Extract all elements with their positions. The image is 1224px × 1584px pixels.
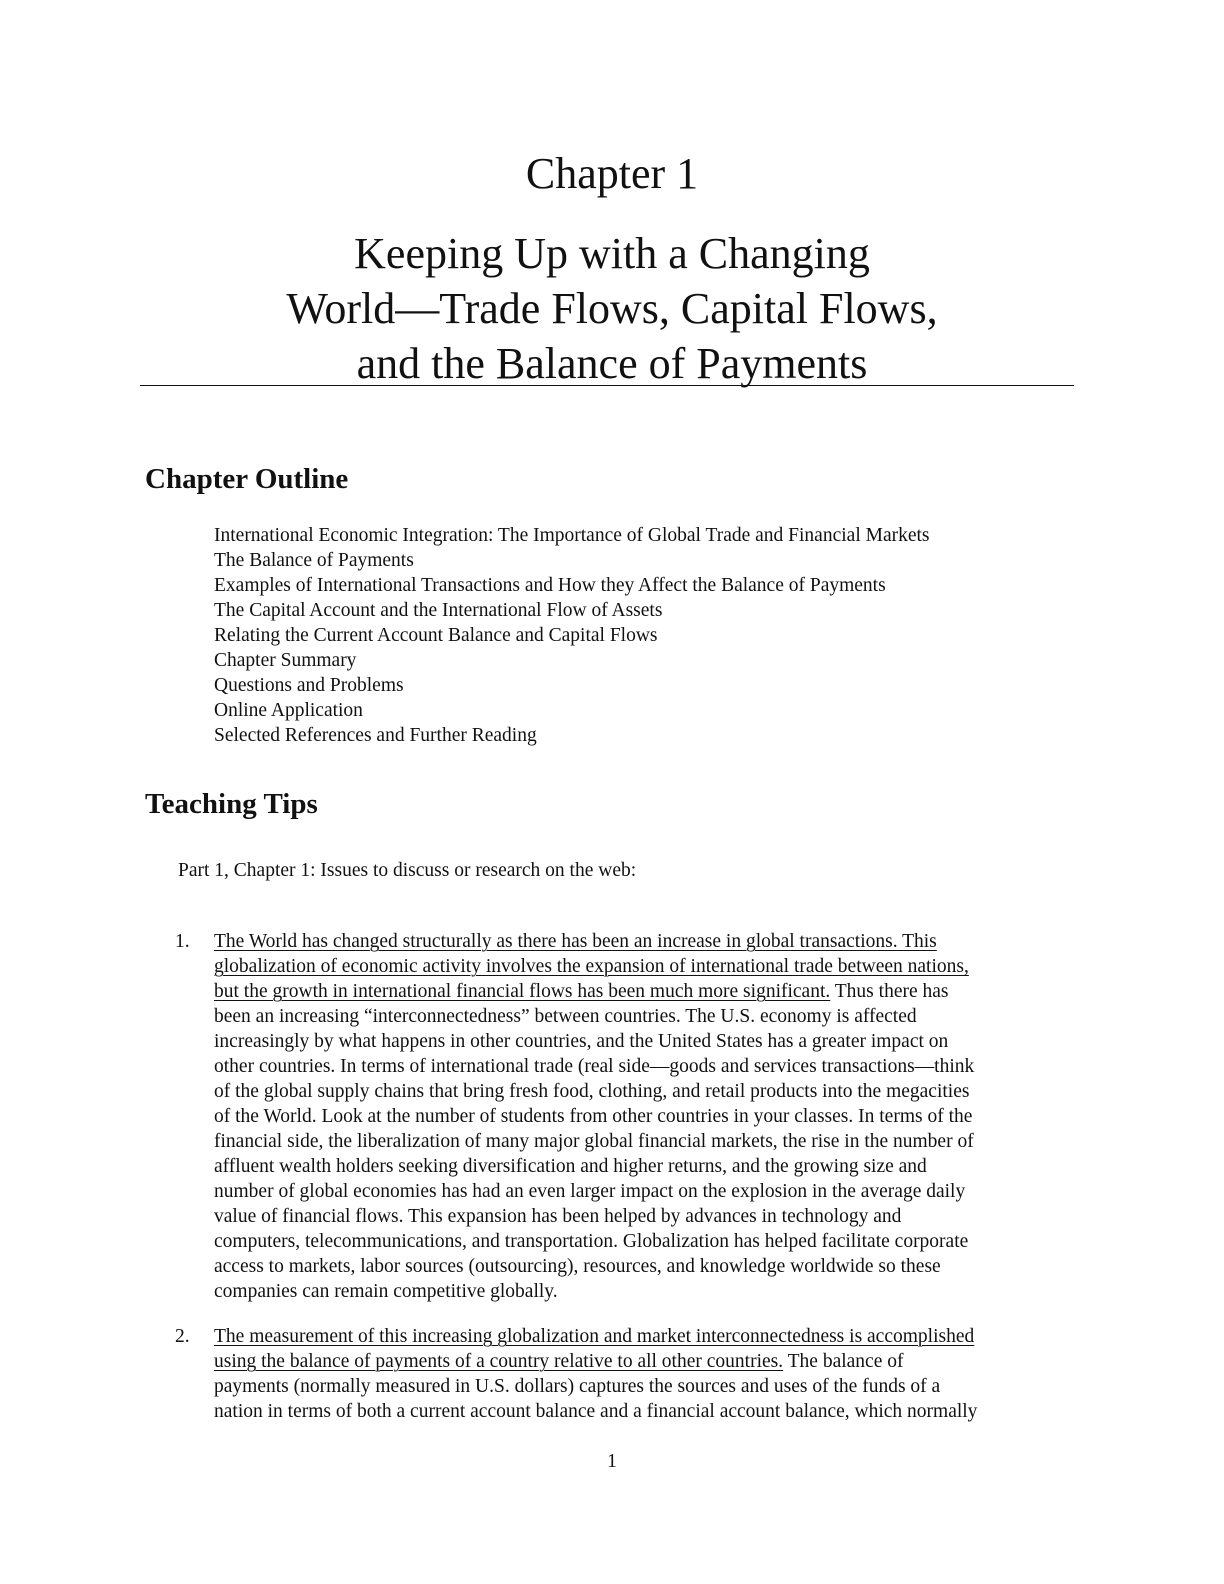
tip-text: companies can remain competitive globally.	[214, 1281, 558, 1302]
tip-number: 2.	[175, 1326, 190, 1347]
tip-line	[214, 1279, 1068, 1304]
tip-text: value of financial flows. This expansion has been helped by advances in technology and	[214, 1206, 902, 1227]
tip-text: financial side, the liberalization of many major global financial markets, the rise in the number of	[214, 1131, 974, 1152]
tip-line	[214, 1349, 1068, 1374]
tip-line	[214, 1179, 1068, 1204]
tip-line	[214, 1079, 1068, 1104]
tip-text: other countries. In terms of international trade (real side—goods and services transactions—think	[214, 1056, 975, 1077]
tip-body	[214, 1324, 1068, 1424]
chapter-title	[0, 226, 1224, 391]
tip-text: of the World. Look at the number of students from other countries in your classes. In terms of the	[214, 1106, 973, 1127]
tip-text: The balance of	[783, 1351, 904, 1372]
tip-text: computers, telecommunications, and transportation. Globalization has helped facilitate corporate	[214, 1231, 969, 1252]
outline-item: The Balance of Payments	[214, 550, 414, 571]
tip-text: Thus there has	[830, 981, 949, 1002]
outline-item: Online Application	[214, 700, 363, 721]
teaching-tips-heading: Teaching Tips	[145, 788, 318, 820]
chapter-outline-heading: Chapter Outline	[145, 463, 349, 495]
tip-underlined-text: but the growth in international financial flows has been much more significant.	[214, 981, 831, 1002]
outline-item: Chapter Summary	[214, 650, 357, 671]
tip-text: affluent wealth holders seeking diversification and higher returns, and the growing size and	[214, 1156, 927, 1177]
outline-item: Selected References and Further Reading	[214, 725, 537, 746]
tip-text: access to markets, labor sources (outsourcing), resources, and knowledge worldwide so these	[214, 1256, 941, 1277]
tip-text: increasingly by what happens in other countries, and the United States has a greater impact on	[214, 1031, 949, 1052]
outline-item: Examples of International Transactions and How they Affect the Balance of Payments	[214, 575, 886, 596]
tip-number: 1.	[175, 931, 190, 952]
tip-line	[214, 1254, 1068, 1279]
tip-underlined-text: The World has changed structurally as there has been an increase in global transactions. This	[214, 931, 937, 952]
tip-line	[214, 929, 1068, 954]
outline-item: The Capital Account and the International Flow of Assets	[214, 600, 663, 621]
tip-line	[214, 1324, 1068, 1349]
tip-line	[214, 1004, 1068, 1029]
tip-line	[214, 1104, 1068, 1129]
tip-line	[214, 1374, 1068, 1399]
tip-body	[214, 929, 1068, 1304]
tip-line	[214, 1054, 1068, 1079]
tip-underlined-text: using the balance of payments of a country relative to all other countries.	[214, 1351, 784, 1372]
outline-item: International Economic Integration: The Importance of Global Trade and Financial Markets	[214, 525, 930, 546]
chapter-title-line: and the Balance of Payments	[356, 339, 868, 388]
outline-item: Relating the Current Account Balance and Capital Flows	[214, 625, 658, 646]
tip-line	[214, 1204, 1068, 1229]
outline-item: Questions and Problems	[214, 675, 404, 696]
tip-line	[214, 979, 1068, 1004]
tip-line	[214, 1229, 1068, 1254]
page-number: 1	[607, 1451, 617, 1472]
tip-line	[214, 1029, 1068, 1054]
tip-text: payments (normally measured in U.S. dollars) captures the sources and uses of the funds of a	[214, 1376, 941, 1397]
tip-underlined-text: The measurement of this increasing globalization and market interconnectedness is accomplished	[214, 1326, 975, 1347]
tip-line	[214, 954, 1068, 979]
chapter-number: Chapter 1	[525, 149, 699, 198]
chapter-outline-list	[214, 523, 930, 748]
chapter-title-line: World—Trade Flows, Capital Flows,	[286, 284, 938, 333]
teaching-tips-intro: Part 1, Chapter 1: Issues to discuss or research on the web:	[178, 860, 637, 881]
tip-line	[214, 1129, 1068, 1154]
tip-text: been an increasing “interconnectedness” between countries. The U.S. economy is affected	[214, 1006, 917, 1027]
tip-line	[214, 1399, 1068, 1424]
title-divider	[140, 385, 1074, 386]
tip-text: of the global supply chains that bring fresh food, clothing, and retail products into the megacities	[214, 1081, 970, 1102]
tip-line	[214, 1154, 1068, 1179]
tip-text: nation in terms of both a current account balance and a financial account balance, which normally	[214, 1401, 978, 1422]
tip-underlined-text: globalization of economic activity involves the expansion of international trade between nations,	[214, 956, 969, 977]
tip-text: number of global economies has had an even larger impact on the explosion in the average daily	[214, 1181, 966, 1202]
chapter-title-line: Keeping Up with a Changing	[354, 229, 870, 278]
